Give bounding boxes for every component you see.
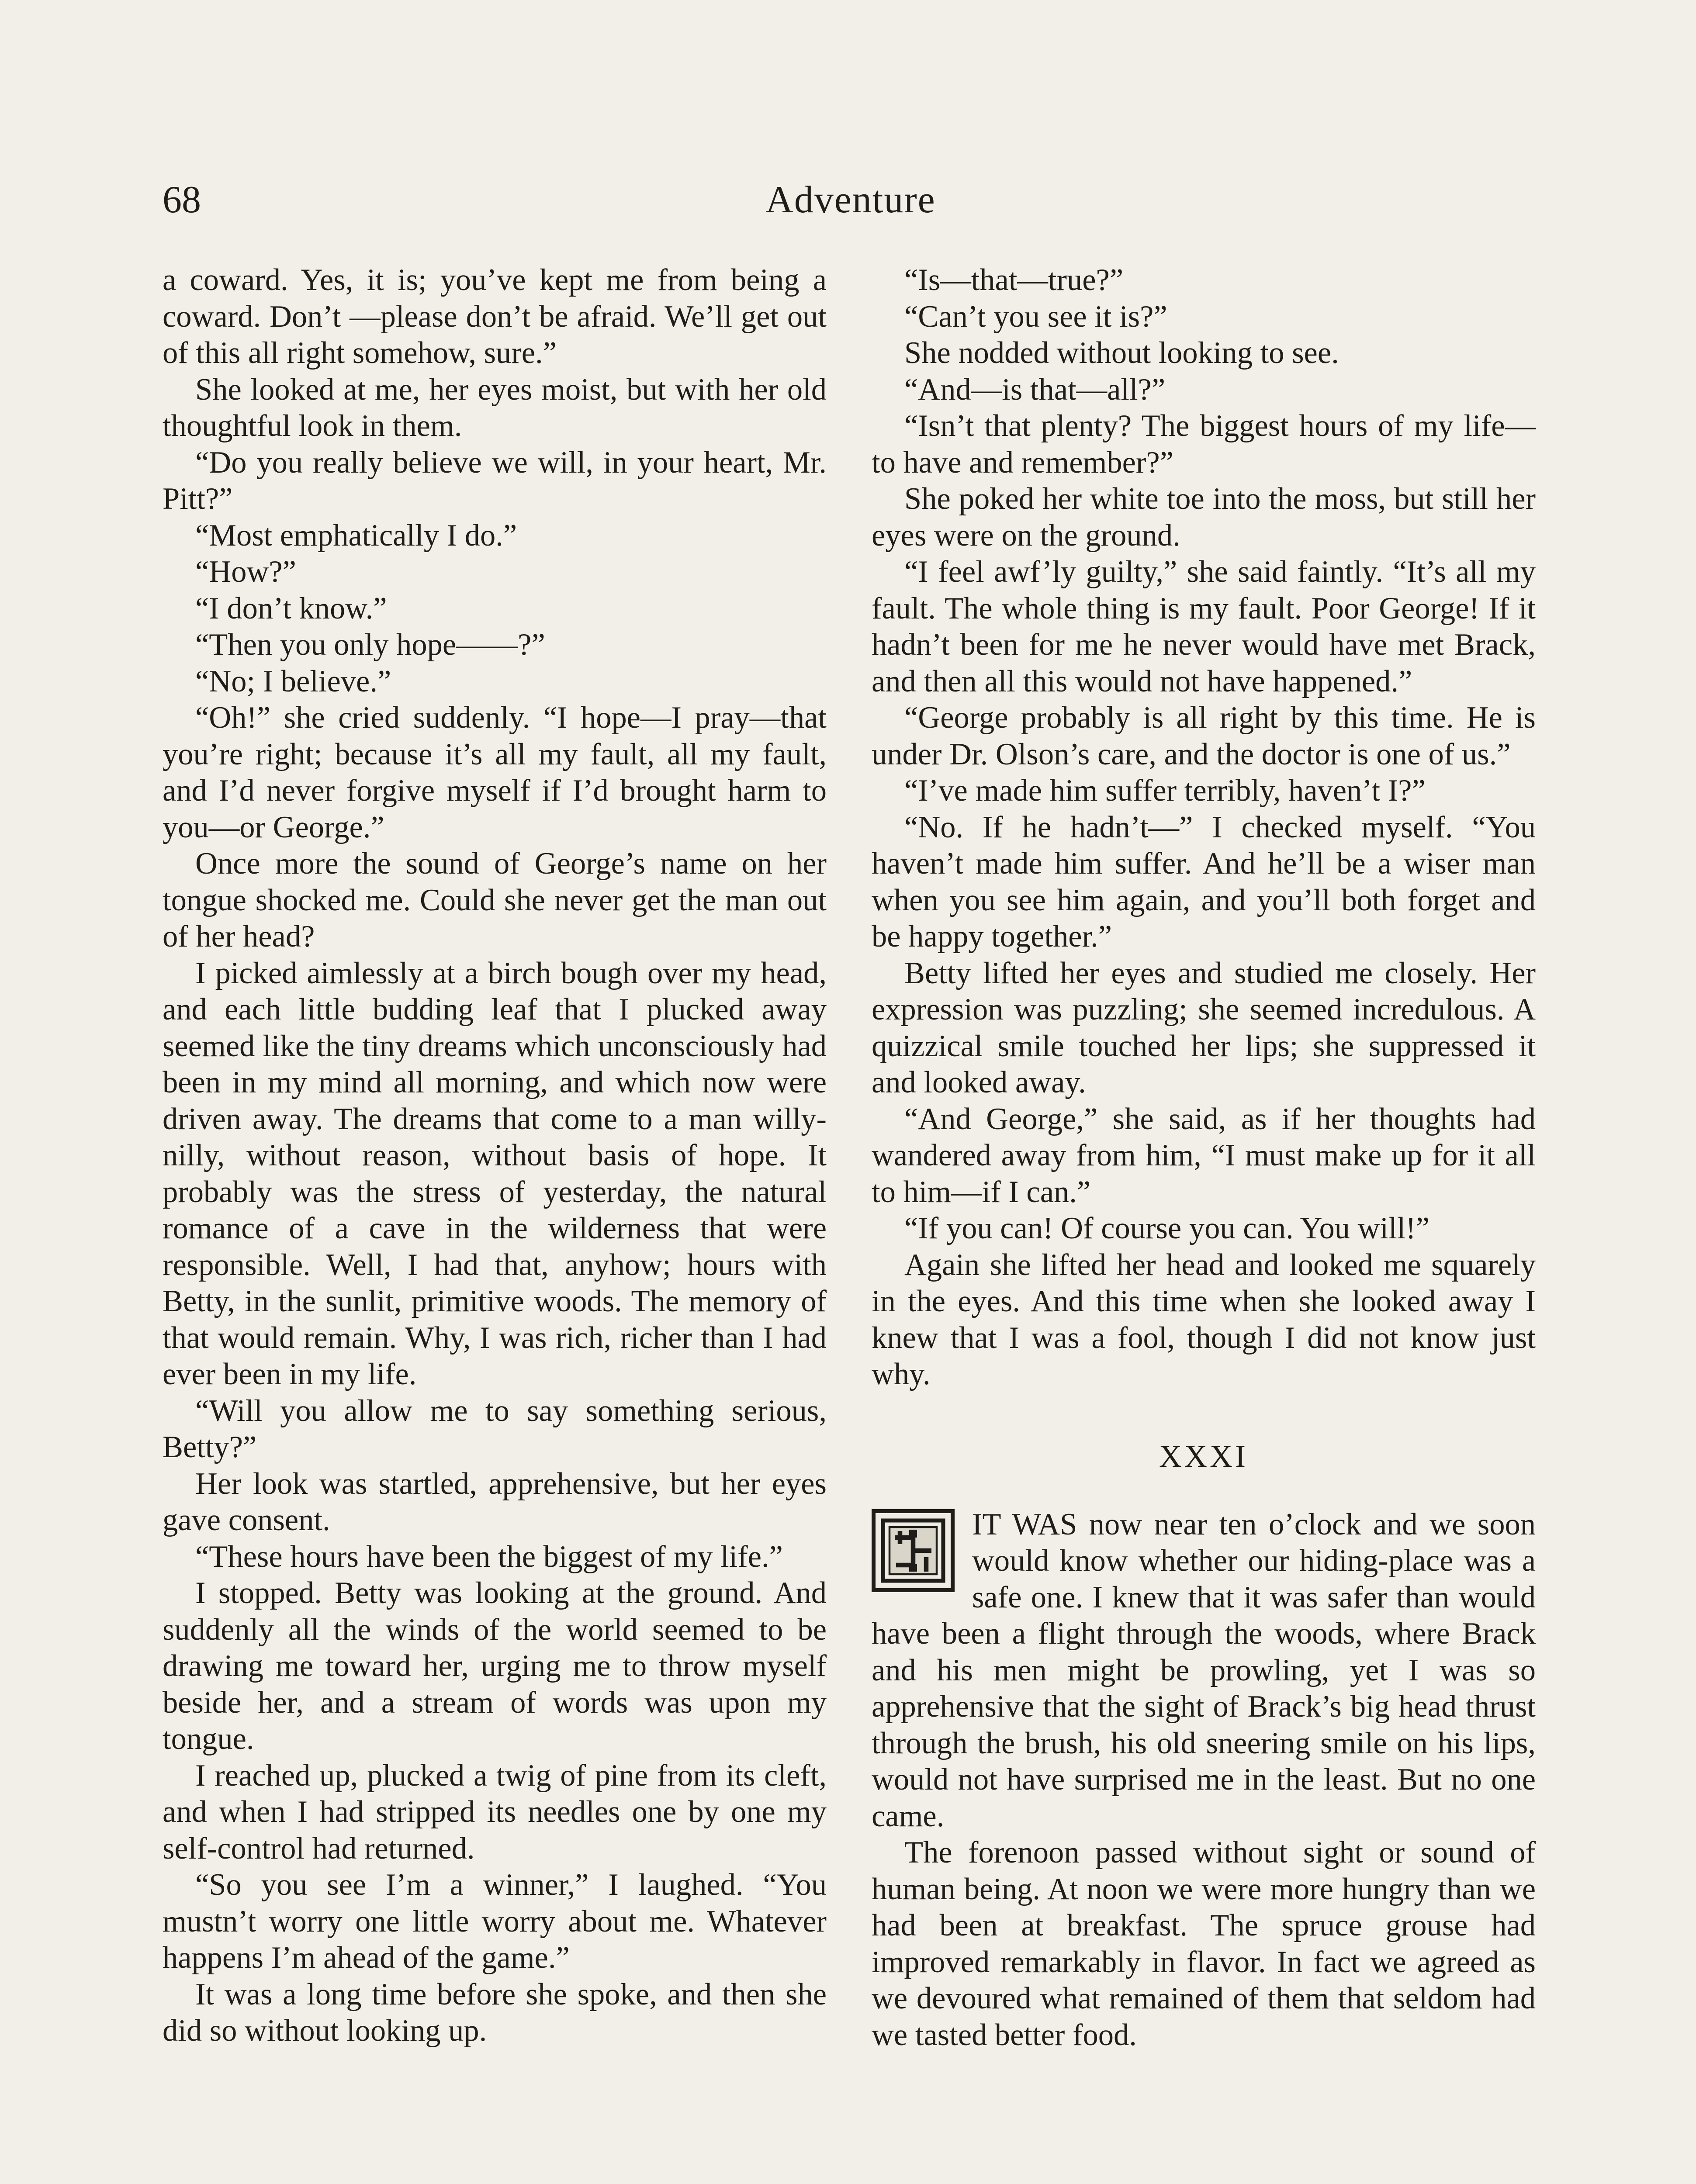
page-number: 68 — [163, 179, 201, 221]
paragraph: “No; I believe.” — [195, 664, 391, 698]
paragraph: It was a long time before she spoke, and then she did so without looking up. — [163, 1977, 827, 2048]
running-title: Adventure — [765, 179, 936, 221]
paragraph: “George probably is all right by this time. He is under Dr. Olson’s care, and the doctor is one of us.” — [872, 701, 1536, 771]
paragraph: She nodded without looking to see. — [904, 336, 1339, 370]
paragraph: “Isn’t that plenty? The biggest hours of my life—to have and remember?” — [872, 409, 1536, 480]
chapter-opening — [872, 1507, 1536, 2054]
paragraph: Again she lifted her head and looked me squarely in the eyes. And this time when she looked away I knew that I was a fool, though I did not know just why. — [872, 1248, 1536, 1391]
chapter-first-paragraph: IT WAS now near ten o’clock and we soon would know whether our hiding-place was a safe one. I knew that it was safer than would have been a flight through the woods, where Brack and his men might be prowling, yet I was so apprehensive that the sight of Brack’s big head thrust through the brush, his old sneering smile on his lips, would not have surprised me in the least. But no one came. — [872, 1507, 1536, 1833]
paragraph: Her look was startled, apprehensive, but her eyes gave consent. — [163, 1466, 827, 1537]
right-column-paragraphs — [872, 262, 1536, 1393]
paragraph: “If you can! Of course you can. You will!” — [904, 1211, 1430, 1245]
paragraph: “No. If he hadn’t—” I checked myself. “You haven’t made him suffer. And he’ll be a wiser man when you see him again, and you’ll both forget and be happy together.” — [872, 810, 1536, 954]
paragraph: “Is—that—true?” — [904, 263, 1124, 297]
paragraph: “These hours have been the biggest of my life.” — [195, 1539, 783, 1574]
paragraph: I reached up, plucked a twig of pine from its cleft, and when I had stripped its needles one by one my self-control had returned. — [163, 1758, 827, 1866]
paragraph: “And George,” she said, as if her thoughts had wandered away from him, “I must make up for it all to him—if I can.” — [872, 1102, 1536, 1209]
chapter-heading: XXXI — [1159, 1438, 1248, 1474]
paragraph: “Most emphatically I do.” — [195, 518, 517, 553]
paragraph: The forenoon passed without sight or sound of human being. At noon we were more hungry than we had been at breakfast. The spruce grouse had improved remarkably in flavor. In fact we agreed as we devoured what remained of them that seldom had we tasted better food. — [872, 1835, 1536, 2052]
ornamental-initial-icon — [872, 1509, 955, 1592]
paragraph: She looked at me, her eyes moist, but with her old thoughtful look in them. — [163, 372, 827, 443]
paragraph: “Do you really believe we will, in your heart, Mr. Pitt?” — [163, 445, 827, 516]
paragraph: Betty lifted her eyes and studied me closely. Her expression was puzzling; she seemed incredulous. A quizzical smile touched her lips; she suppressed it and looked away. — [872, 956, 1536, 1099]
paragraph: a coward. Yes, it is; you’ve kept me from being a coward. Don’t —please don’t be afraid. We’ll get out of this all right somehow, sure.” — [163, 263, 827, 370]
left-text-column — [163, 262, 827, 2049]
paragraph: I stopped. Betty was looking at the ground. And suddenly all the winds of the world seemed to be drawing me toward her, urging me to throw myself beside her, and a stream of words was upon my tongue. — [163, 1576, 827, 1756]
right-text-column — [872, 262, 1536, 2053]
paragraph: She poked her white toe into the moss, but still her eyes were on the ground. — [872, 482, 1536, 553]
paragraph: “And—is that—all?” — [904, 372, 1166, 407]
paragraph: “I don’t know.” — [195, 591, 387, 625]
paragraph: “How?” — [195, 555, 296, 589]
chapter-paragraphs — [872, 1835, 1536, 2053]
paragraph: “I’ve made him suffer terribly, haven’t I?” — [904, 774, 1426, 808]
paragraph: “Will you allow me to say something serious, Betty?” — [163, 1393, 827, 1464]
page-header — [163, 169, 1539, 231]
paragraph: “I feel awf’ly guilty,” she said faintly. “It’s all my fault. The whole thing is my fault. Poor George! If it hadn’t been for me he never would have met Brack, and then all this would not have happened.” — [872, 555, 1536, 698]
paragraph: “Can’t you see it is?” — [904, 299, 1167, 334]
paragraph: “So you see I’m a winner,” I laughed. “You mustn’t worry one little worry about me. Whatever happens I’m ahead of the game.” — [163, 1868, 827, 1975]
paragraph: I picked aimlessly at a birch bough over my head, and each little budding leaf that I plucked away seemed like the tiny dreams which unconsciously had been in my mind all morning, and which now were driven away. The dreams that come to a man willy-nilly, without reason, without basis of hope. It probably was the stress of yesterday, the natural romance of a cave in the wilderness that were responsible. Well, I had that, anyhow; hours with Betty, in the sunlit, primitive woods. The memory of that would remain. Why, I was rich, richer than I had ever been in my life. — [163, 956, 827, 1391]
paragraph: “Oh!” she cried suddenly. “I hope—I pray—that you’re right; because it’s all my fault, all my fault, and I’d never forgive myself if I’d brought harm to you—or George.” — [163, 701, 827, 844]
paragraph: Once more the sound of George’s name on her tongue shocked me. Could she never get the man out of her head? — [163, 847, 827, 954]
paragraph: “Then you only hope——?” — [195, 628, 545, 662]
